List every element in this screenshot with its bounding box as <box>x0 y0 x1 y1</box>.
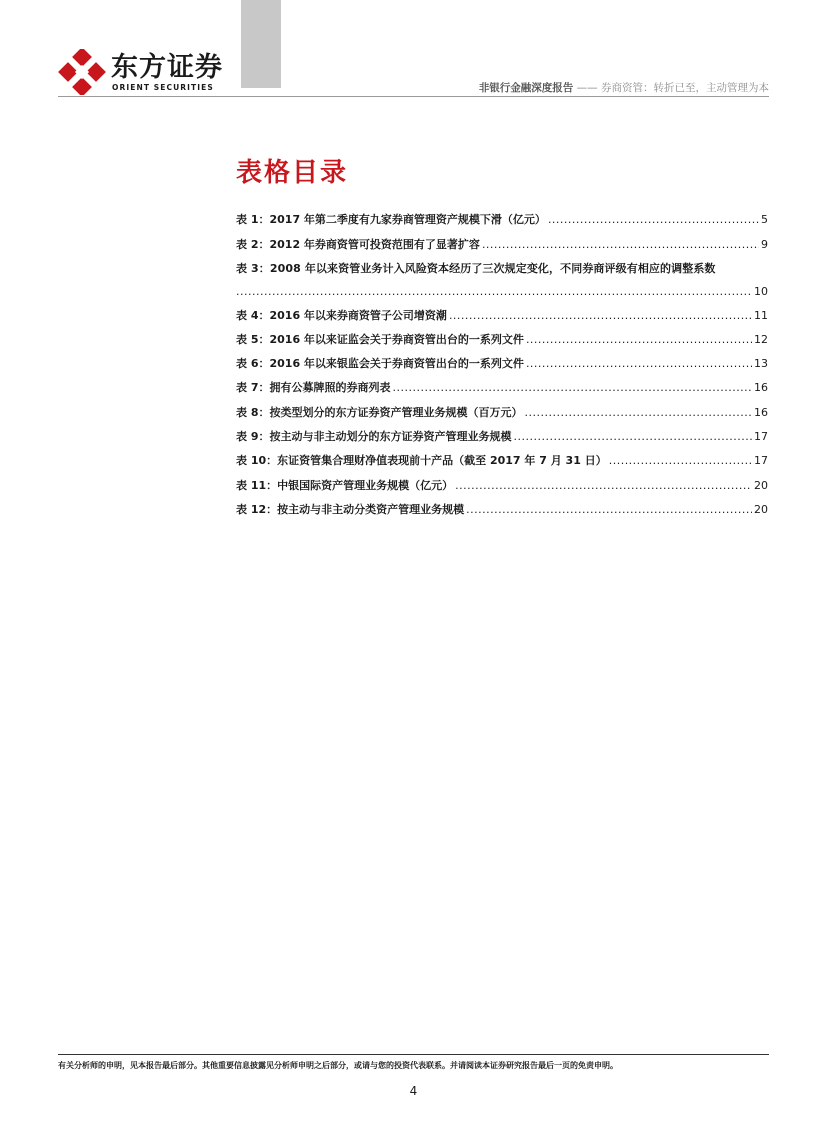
footer-divider <box>58 1054 769 1055</box>
report-type: 非银行金融深度报告 <box>478 82 574 94</box>
toc-dot-leader <box>482 237 759 252</box>
toc-dot-leader <box>524 405 752 420</box>
toc-dot-leader <box>609 453 752 468</box>
toc-entry-page: 12 <box>754 333 768 346</box>
toc-entry-3[interactable] <box>236 261 768 299</box>
toc-entry-page: 17 <box>754 430 768 443</box>
toc-entry-label: 表 2：2012 年券商资管可投资范围有了显著扩容 <box>236 238 480 251</box>
toc-entry-label: 表 3：2008 年以来资管业务计入风险资本经历了三次规定变化，不同券商评级有相应的调整系数 <box>236 262 716 275</box>
toc-entry-4[interactable] <box>236 308 768 323</box>
header-separator: —— <box>576 82 598 94</box>
toc-dot-leader <box>392 380 752 395</box>
toc-entry-label: 表 12：按主动与非主动分类资产管理业务规模 <box>236 503 465 516</box>
page-number: 4 <box>409 1084 418 1098</box>
toc-entry-5[interactable] <box>236 332 768 347</box>
toc-entry-label: 表 8：按类型划分的东方证券资产管理业务规模（百万元） <box>236 406 523 419</box>
toc-entry-7[interactable] <box>236 380 768 395</box>
toc-entry-label: 表 5：2016 年以来证监会关于券商资管出台的一系列文件 <box>236 333 524 346</box>
logo-name-en: ORIENT SECURITIES <box>112 83 214 92</box>
report-subtitle: 券商资管：转折已至，主动管理为本 <box>601 82 769 94</box>
toc-entry-8[interactable] <box>236 405 768 420</box>
toc-entry-11[interactable] <box>236 478 768 493</box>
toc-entry-label: 表 4：2016 年以来券商资管子公司增资潮 <box>236 309 447 322</box>
toc-entry-10[interactable] <box>236 453 768 468</box>
toc-dot-leader <box>236 284 752 299</box>
toc-dot-leader <box>526 356 752 371</box>
toc-entry-2[interactable] <box>236 237 768 252</box>
report-header <box>479 80 769 95</box>
logo-mark-icon <box>58 49 106 95</box>
toc-entry-1[interactable] <box>236 212 768 227</box>
toc-dot-leader <box>513 429 752 444</box>
header-divider <box>58 96 769 97</box>
toc-entry-label: 表 1：2017 年第二季度有九家券商管理资产规模下滑（亿元） <box>236 213 546 226</box>
toc-entry-page: 16 <box>754 406 768 419</box>
toc-entry-page: 16 <box>754 381 768 394</box>
toc-entry-page: 9 <box>761 238 768 251</box>
toc-entry-page: 13 <box>754 357 768 370</box>
toc-entry-page: 20 <box>754 479 768 492</box>
toc-dot-leader <box>548 212 759 227</box>
header-gray-bar <box>241 0 281 88</box>
toc-entry-page: 11 <box>754 309 768 322</box>
toc-entry-page: 17 <box>754 454 768 467</box>
toc-entry-label: 表 7：拥有公募牌照的券商列表 <box>236 381 391 394</box>
toc-entry-6[interactable] <box>236 356 768 371</box>
page-title: 表格目录 <box>236 158 349 188</box>
orient-securities-logo <box>58 49 228 99</box>
toc-entry-label: 表 6：2016 年以来银监会关于券商资管出台的一系列文件 <box>236 357 524 370</box>
toc-dot-leader <box>449 308 752 323</box>
footer-disclaimer: 有关分析师的申明，见本报告最后部分。其他重要信息披露见分析师申明之后部分，或请与您的投资代表联系。并请阅读本证券研究报告最后一页的免责申明。 <box>58 1061 618 1070</box>
toc-entry-page: 10 <box>754 285 768 298</box>
toc-dot-leader <box>455 478 752 493</box>
toc-entry-page: 20 <box>754 503 768 516</box>
toc-entry-9[interactable] <box>236 429 768 444</box>
toc-entry-label: 表 10：东证资管集合理财净值表现前十产品（截至 2017 年 7 月 31 日） <box>236 454 607 467</box>
toc-entry-12[interactable] <box>236 502 768 517</box>
toc-dot-leader <box>526 332 752 347</box>
toc-dot-leader <box>466 502 752 517</box>
toc-entry-label: 表 9：按主动与非主动划分的东方证券资产管理业务规模 <box>236 430 512 443</box>
logo-name-cn: 东方证券 <box>111 52 223 83</box>
toc-entry-label: 表 11：中银国际资产管理业务规模（亿元） <box>236 479 454 492</box>
toc-entry-page: 5 <box>761 213 768 226</box>
